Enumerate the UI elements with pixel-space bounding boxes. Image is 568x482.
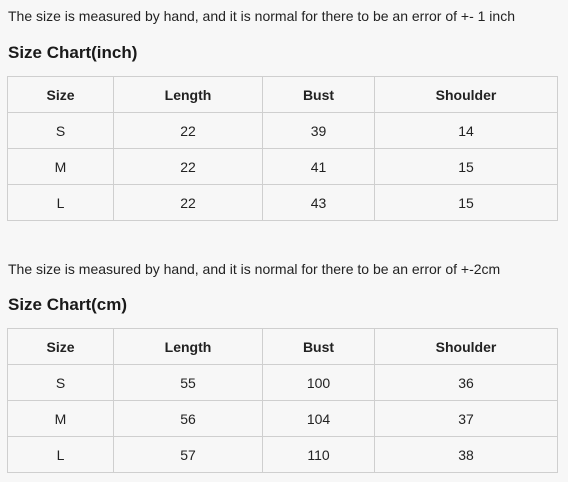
table-row <box>8 365 558 401</box>
table-row <box>8 185 558 221</box>
size-chart-inch-title: Size Chart(inch) <box>8 43 138 62</box>
bust-cell: 43 <box>263 185 375 221</box>
shoulder-cell: 36 <box>375 365 558 401</box>
size-cell: L <box>8 185 114 221</box>
column-header-shoulder: Shoulder <box>375 329 558 365</box>
shoulder-cell: 15 <box>375 185 558 221</box>
shoulder-cell: 14 <box>375 113 558 149</box>
length-cell: 22 <box>114 185 263 221</box>
bust-cell: 39 <box>263 113 375 149</box>
column-header-bust: Bust <box>263 77 375 113</box>
size-cell: S <box>8 113 114 149</box>
length-cell: 22 <box>114 149 263 185</box>
table-row <box>8 401 558 437</box>
length-cell: 55 <box>114 365 263 401</box>
size-cell: L <box>8 437 114 473</box>
column-header-length: Length <box>114 77 263 113</box>
bust-cell: 104 <box>263 401 375 437</box>
length-cell: 57 <box>114 437 263 473</box>
shoulder-cell: 38 <box>375 437 558 473</box>
column-header-size: Size <box>8 77 114 113</box>
size-cell: M <box>8 149 114 185</box>
column-header-bust: Bust <box>263 329 375 365</box>
table-row <box>8 113 558 149</box>
table-header-row <box>8 77 558 113</box>
length-cell: 22 <box>114 113 263 149</box>
shoulder-cell: 15 <box>375 149 558 185</box>
shoulder-cell: 37 <box>375 401 558 437</box>
measurement-note-cm: The size is measured by hand, and it is normal for there to be an error of +-2cm <box>8 261 501 277</box>
bust-cell: 41 <box>263 149 375 185</box>
size-chart-cm-table <box>7 328 558 473</box>
column-header-length: Length <box>114 329 263 365</box>
size-cell: M <box>8 401 114 437</box>
column-header-shoulder: Shoulder <box>375 77 558 113</box>
size-cell: S <box>8 365 114 401</box>
table-header-row <box>8 329 558 365</box>
size-chart-cm-title: Size Chart(cm) <box>8 295 128 314</box>
bust-cell: 100 <box>263 365 375 401</box>
table-row <box>8 437 558 473</box>
length-cell: 56 <box>114 401 263 437</box>
column-header-size: Size <box>8 329 114 365</box>
table-row <box>8 149 558 185</box>
size-chart-inch-table <box>7 76 558 221</box>
measurement-note-inch: The size is measured by hand, and it is normal for there to be an error of +- 1 inch <box>8 8 515 24</box>
bust-cell: 110 <box>263 437 375 473</box>
